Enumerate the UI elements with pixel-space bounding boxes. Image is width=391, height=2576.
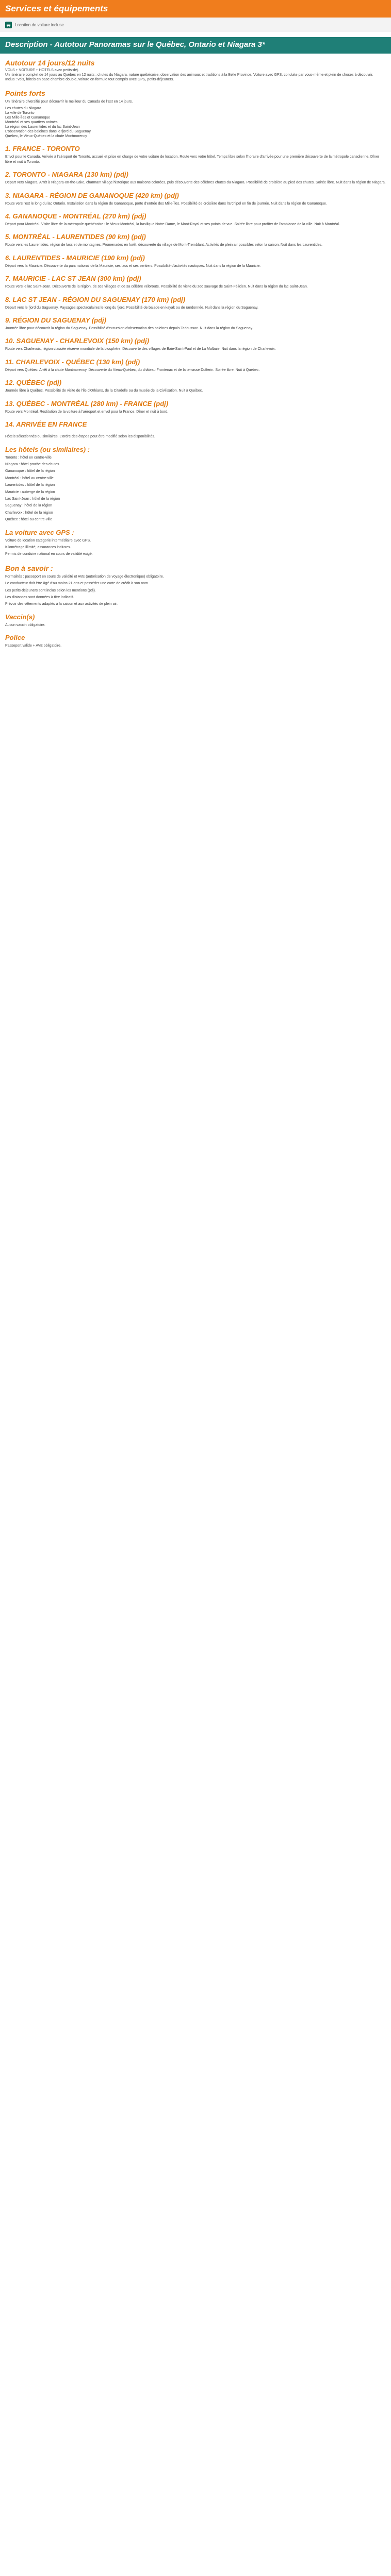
- points-forts-heading: Points forts: [5, 89, 45, 97]
- bon-line: Les distances sont données à titre indicatif.: [5, 596, 74, 599]
- day-text: Route vers Montréal. Restitution de la voiture à l'aéroport et envol pour la France. Dîner et nuit à bord.: [5, 410, 169, 414]
- day-title: 3. NIAGARA - RÉGION DE GANANOQUE (420 km) (pdj): [5, 191, 179, 199]
- car-heading: La voiture avec GPS :: [5, 528, 74, 536]
- car-line: Permis de conduire national en cours de validité exigé.: [5, 552, 93, 556]
- hotel-line: Toronto : hôtel en centre-ville: [5, 455, 52, 460]
- day-2: [5, 171, 386, 185]
- day-text: Route vers les Laurentides, région de lacs et de montagnes. Promenades en forêt, découverte du village de Mont-Tremblant. Activités de plein air possibles selon la saison. Nuit dans les Laurentides.: [5, 243, 322, 247]
- day-13: [5, 400, 386, 414]
- list-item: La région des Laurentides et du lac Saint-Jean: [5, 125, 80, 129]
- day-9: [5, 316, 386, 331]
- day-text: Départ pour Montréal. Visite libre de la métropole québécoise : le Vieux-Montréal, la basilique Notre-Dame, le Mont-Royal et ses points de vue. Soirée libre pour profiter de l'ambiance de la ville. Nuit à Montréal.: [5, 223, 340, 227]
- day-text: Route vers Charlevoix, région classée réserve mondiale de la biosphère. Découverte des villages de Baie-Saint-Paul et de La Malbaie. Nuit dans la région de Charlevoix.: [5, 347, 276, 351]
- day-title: 14. ARRIVÉE EN FRANCE: [5, 420, 87, 429]
- day-title: 7. MAURICIE - LAC ST JEAN (300 km) (pdj): [5, 275, 141, 283]
- day-11: [5, 358, 386, 372]
- day-14: [5, 420, 386, 428]
- day-title: 2. TORONTO - NIAGARA (130 km) (pdj): [5, 171, 128, 179]
- hotel-line: Laurentides : hôtel de la région: [5, 483, 55, 487]
- day-text: Départ vers Niagara. Arrêt à Niagara-on-the-Lake, charmant village historique aux maisons colorées, puis découverte des célèbres chutes du Niagara. Possibilité de croisière au pied des chutes. Soirée libre. Nuit dans la région de Niagara.: [5, 181, 386, 185]
- day-1: [5, 145, 386, 164]
- vaccins-text: Aucun vaccin obligatoire.: [5, 623, 45, 627]
- location-label: Location de voiture incluse: [15, 22, 64, 27]
- day-6: [5, 254, 386, 268]
- hotel-line: Québec : hôtel au centre-ville: [5, 518, 53, 522]
- car-line: Voiture de location catégorie intermédiaire avec GPS.: [5, 538, 91, 543]
- day-5: [5, 233, 386, 247]
- day-4: [5, 212, 386, 227]
- day-text: Journée libre à Québec. Possibilité de visite de l'île d'Orléans, de la Citadelle ou du musée de la Civilisation. Nuit à Québec.: [5, 389, 203, 393]
- day-title: 4. GANANOQUE - MONTRÉAL (270 km) (pdj): [5, 212, 146, 221]
- car-line: Kilométrage illimité, assurances incluses.: [5, 545, 71, 549]
- day-text: Départ vers la Mauricie. Découverte du parc national de la Mauricie, ses lacs et ses sentiers. Possibilité d'activités nautiques. Nuit dans la région de la Mauricie.: [5, 264, 261, 268]
- list-item: L'observation des baleines dans le fjord du Saguenay: [5, 130, 91, 134]
- points-forts-list: [5, 106, 386, 139]
- hotel-line: Charlevoix : hôtel de la région: [5, 511, 53, 515]
- day-title: 6. LAURENTIDES - MAURICIE (190 km) (pdj): [5, 253, 145, 262]
- day-8: [5, 296, 386, 310]
- trip-meta-line: Inclus : vols, hôtels en base chambre double, voiture en formule tout compris avec GPS, petits-déjeuners.: [5, 78, 174, 81]
- list-item: Les Mille-Îles et Gananoque: [5, 116, 51, 120]
- trip-duration: Autotour 14 jours/12 nuits: [5, 59, 95, 67]
- description-title: Description - Autotour Panoramas sur le Québec, Ontario et Niagara 3*: [0, 37, 391, 54]
- hotel-line: Gananoque : hôtel de la région: [5, 469, 55, 473]
- car-icon: [5, 22, 12, 28]
- day-title: 10. SAGUENAY - CHARLEVOIX (150 km) (pdj): [5, 337, 150, 345]
- hotels-heading: Les hôtels (ou similaires) :: [5, 445, 90, 453]
- points-forts-intro: Un itinéraire diversifié pour découvrir le meilleur du Canada de l'Est en 14 jours.: [5, 100, 133, 104]
- day-3: [5, 192, 386, 206]
- day-text: Journée libre pour découvrir la région du Saguenay. Possibilité d'excursion d'observation des baleines depuis Tadoussac. Nuit dans la région du Saguenay.: [5, 327, 253, 331]
- bon-line: Formalités : passeport en cours de validité et AVE (autorisation de voyage électronique) obligatoire.: [5, 574, 164, 579]
- bon-line: Le conducteur doit être âgé d'au moins 21 ans et posséder une carte de crédit à son nom.: [5, 582, 149, 586]
- hotel-line: Saguenay : hôtel de la région: [5, 504, 53, 508]
- day-text: Départ vers Québec. Arrêt à la chute Montmorency. Découverte du Vieux-Québec, du château Frontenac et de la terrasse Dufferin. Soirée libre. Nuit à Québec.: [5, 368, 260, 372]
- day-title: 5. MONTRÉAL - LAURENTIDES (90 km) (pdj): [5, 233, 146, 241]
- content: [0, 54, 391, 649]
- day-title: 11. CHARLEVOIX - QUÉBEC (130 km) (pdj): [5, 358, 140, 366]
- hotel-line: Lac Saint-Jean : hôtel de la région: [5, 497, 60, 501]
- day-12: [5, 379, 386, 393]
- hotel-line: Montréal : hôtel au centre-ville: [5, 476, 54, 480]
- trip-meta-line: VOLS + VOITURE + HOTELS avec petits-déj.: [5, 69, 79, 72]
- list-item: La ville de Toronto: [5, 111, 35, 115]
- day-7: [5, 275, 386, 289]
- day-text: Envol pour le Canada. Arrivée à l'aéroport de Toronto, accueil et prise en charge de votre voiture de location. Route vers votre hôtel. Temps libre selon l'horaire d'arrivée pour une première découverte de la métropole canadienne. Dîner libre et nuit à Toronto.: [5, 155, 380, 164]
- trip-meta-line: Un itinéraire complet de 14 jours au Québec en 12 nuits : chutes du Niagara, nature québécoise, observation des animaux et traditions à la Belle Province. Voiture avec GPS, conduite par vous-même et plein de choses à découvrir.: [5, 73, 373, 77]
- police-heading: Police: [5, 634, 25, 642]
- bon-line: Prévoir des vêtements adaptés à la saison et aux activités de plein air.: [5, 602, 118, 606]
- police-text: Passeport valide + AVE obligatoire.: [5, 644, 62, 648]
- day-title: 13. QUÉBEC - MONTRÉAL (280 km) - FRANCE (pdj): [5, 399, 169, 408]
- list-item: Québec, le Vieux-Québec et la chute Montmorency: [5, 134, 87, 139]
- day-text: Route vers le lac Saint-Jean. Découverte de la région, de ses villages et de sa célèbre véloroute. Possibilité de visite du zoo sauvage de Saint-Félicien. Nuit dans la région du lac Saint-Jean.: [5, 285, 308, 289]
- day-title: 9. RÉGION DU SAGUENAY (pdj): [5, 316, 106, 325]
- bon-a-savoir-heading: Bon à savoir :: [5, 564, 53, 572]
- day-title: 1. FRANCE - TORONTO: [5, 145, 80, 153]
- day-text: Départ vers le fjord du Saguenay. Paysages spectaculaires le long du fjord. Possibilité de balade en kayak ou de randonnée. Nuit dans la région du Saguenay.: [5, 306, 258, 310]
- day-title: 12. QUÉBEC (pdj): [5, 379, 62, 387]
- location-feature: [0, 18, 391, 32]
- hotel-line: Niagara : hôtel proche des chutes: [5, 462, 59, 466]
- vaccins-heading: Vaccin(s): [5, 613, 35, 621]
- day-text: Route vers l'est le long du lac Ontario. Installation dans la région de Gananoque, porte d'entrée des Mille-Îles. Possibilité de croisière dans l'archipel en fin de journée. Nuit dans la région de Gananoque.: [5, 201, 327, 206]
- hotel-line: Mauricie : auberge de la région: [5, 490, 55, 494]
- list-item: Les chutes du Niagara: [5, 107, 42, 111]
- day-title: 8. LAC ST JEAN - RÉGION DU SAGUENAY (170 km) (pdj): [5, 295, 186, 303]
- notes-text: Hôtels sélectionnés ou similaires. L'ordre des étapes peut être modifié selon les disponibilités.: [5, 435, 155, 439]
- bon-line: Les petits-déjeuners sont inclus selon les mentions (pdj).: [5, 588, 96, 592]
- section-header-services: Services et équipements: [0, 0, 391, 18]
- list-item: Montréal et ses quartiers animés: [5, 121, 58, 125]
- day-10: [5, 337, 386, 351]
